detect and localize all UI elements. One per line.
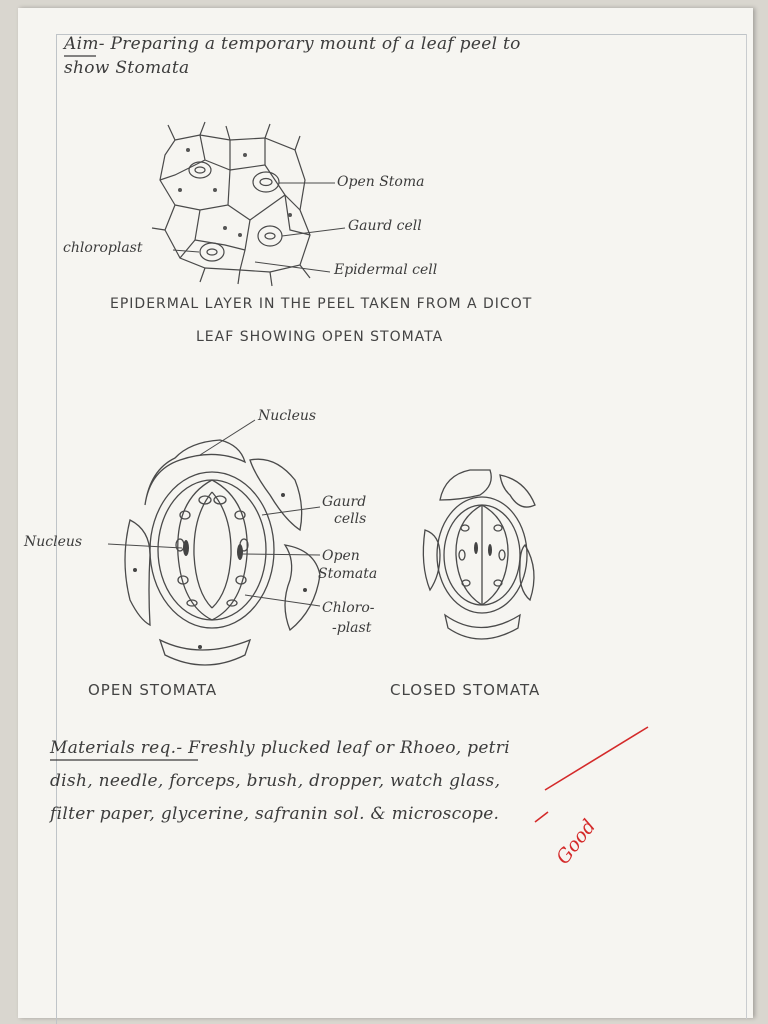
materials-line-3: filter paper, glycerine, safranin sol. & microscope. [50,804,500,824]
label-guard-cells-2: cells [334,511,367,527]
label-open-stomata-2: Stomata [318,566,378,582]
label-chloroplast-2: -plast [332,620,372,636]
caption-open-stomata: OPEN STOMATA [88,681,218,699]
figure1-caption-line-2: LEAF SHOWING OPEN STOMATA [196,329,444,345]
label-guard-cells-1: Gaurd [322,494,367,510]
label-epidermal-cell: Epidermal cell [334,262,438,278]
figure1-caption-line-1: EPIDERMAL LAYER IN THE PEEL TAKEN FROM A DICOT [110,296,533,312]
aim-line-2: show Stomata [64,58,190,78]
label-guard-cell: Gaurd cell [348,218,422,234]
label-open-stoma: Open Stoma [337,174,425,190]
label-open-stomata-1: Open [322,548,360,564]
label-nucleus-top: Nucleus [258,408,317,424]
label-chloroplast-1: Chloro- [322,600,375,616]
aim-line-1: Aim- Preparing a temporary mount of a leaf peel to [64,34,521,54]
materials-line-1: Materials req.- Freshly plucked leaf or Rhoeo, petri [50,738,510,758]
materials-line-2: dish, needle, forceps, brush, dropper, watch glass, [50,771,501,791]
caption-closed-stomata: CLOSED STOMATA [390,681,541,699]
label-chloroplast: chloroplast [63,240,143,256]
teacher-remark-good: Good [552,815,601,869]
label-nucleus-left: Nucleus [24,534,83,550]
